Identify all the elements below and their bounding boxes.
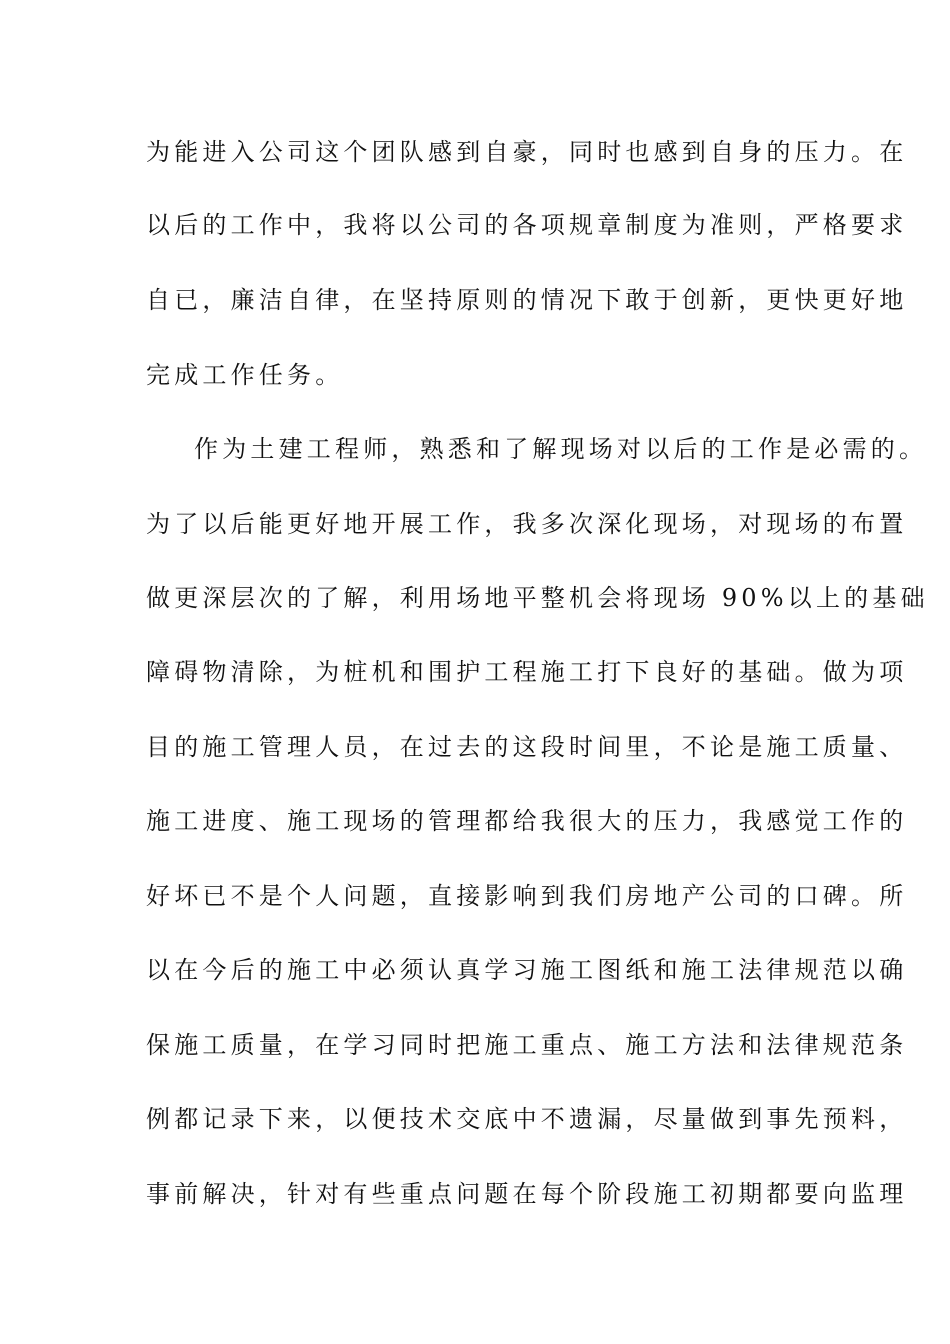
paragraph-first-line: 作为土建工程师，熟悉和了解现场对以后的工作是必需的。 (194, 435, 928, 463)
text-line: 保施工质量，在学习同时把施工重点、施工方法和法律规范条 (146, 1031, 908, 1059)
text-line: 施工进度、施工现场的管理都给我很大的压力，我感觉工作的 (146, 807, 908, 835)
text-line: 目的施工管理人员，在过去的这段时间里，不论是施工质量、 (146, 733, 908, 761)
text-line: 自已，廉洁自律，在坚持原则的情况下敢于创新，更快更好地 (146, 286, 908, 314)
text-line: 障碍物清除，为桩机和围护工程施工打下良好的基础。做为项 (146, 658, 908, 686)
text-line: 事前解决，针对有些重点问题在每个阶段施工初期都要向监理 (146, 1180, 908, 1208)
text-line: 好坏已不是个人问题，直接影响到我们房地产公司的口碑。所 (146, 882, 908, 910)
text-line: 例都记录下来，以便技术交底中不遗漏，尽量做到事先预料， (146, 1105, 908, 1133)
text-line: 做更深层次的了解，利用场地平整机会将现场 90%以上的基础 (146, 584, 929, 612)
text-line: 以后的工作中，我将以公司的各项规章制度为准则，严格要求 (146, 211, 908, 239)
text-line: 为了以后能更好地开展工作，我多次深化现场，对现场的布置 (146, 510, 908, 538)
text-line: 以在今后的施工中必须认真学习施工图纸和施工法律规范以确 (146, 956, 908, 984)
text-line: 完成工作任务。 (146, 361, 344, 389)
text-line: 为能进入公司这个团队感到自豪，同时也感到自身的压力。在 (146, 138, 908, 166)
